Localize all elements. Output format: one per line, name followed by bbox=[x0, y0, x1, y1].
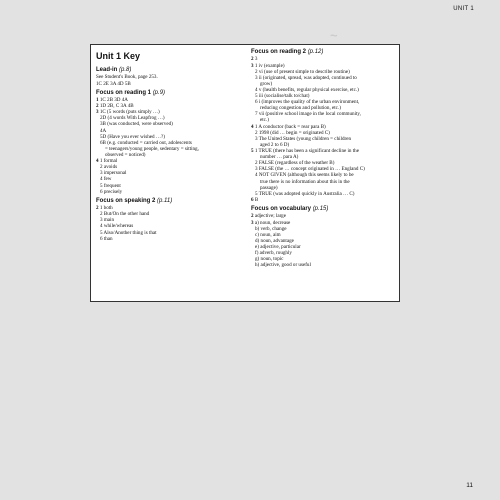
question-number: 3 bbox=[96, 109, 99, 116]
answer-text: 4 NOT GIVEN (although this seems likely to be bbox=[255, 172, 354, 179]
answer-text: 6B (e.g. conducted = carried out, adolescents bbox=[100, 139, 192, 146]
question-number: 3 bbox=[251, 62, 254, 69]
answer-key-box bbox=[90, 44, 400, 302]
answer-text: B bbox=[254, 196, 259, 203]
answer-text: 2 avoids bbox=[100, 164, 118, 171]
question-number: 1 bbox=[96, 97, 99, 103]
answer-text: 3 The United States (young children = children bbox=[255, 135, 352, 142]
answer-text: 6 than bbox=[100, 235, 113, 242]
answer-text: number … para A) bbox=[260, 154, 299, 161]
section-page-ref: (p.8) bbox=[119, 67, 132, 73]
answer-text: 3 bbox=[254, 56, 258, 63]
section-heading-focus-vocabulary bbox=[251, 206, 396, 213]
answer-line: See Student's Book, page 253. bbox=[96, 74, 158, 81]
answer-text: f) adverb, roughly bbox=[255, 250, 292, 257]
answer-text: grow) bbox=[260, 80, 273, 87]
answer-text: 4 v (health benefits, regular physical exercise, etc.) bbox=[255, 86, 359, 93]
question-number: 2 bbox=[96, 205, 99, 212]
answer-text: 4A bbox=[100, 127, 107, 134]
answer-line bbox=[96, 236, 246, 242]
answer-text: 6 i (improves the quality of the urban environment, bbox=[255, 99, 360, 106]
section-heading-text: Lead-in bbox=[96, 67, 118, 73]
section-heading-text: Focus on reading 1 bbox=[96, 89, 152, 96]
section-heading-focus-reading-1 bbox=[96, 90, 246, 97]
question-number: 2 bbox=[251, 213, 254, 220]
answer-text: 4 few bbox=[100, 176, 112, 183]
question-number: 2 bbox=[96, 103, 99, 110]
answer-text: 1 TRUE (there has been a significant decline in the bbox=[254, 148, 359, 155]
left-column bbox=[96, 49, 246, 242]
section-page-ref: (p.12) bbox=[307, 49, 324, 55]
answer-text: 3 FALSE (the … concept originated in … England C) bbox=[255, 166, 365, 173]
answer-line bbox=[251, 197, 396, 203]
answer-text: 2 1998 (did … begin = originated C) bbox=[255, 129, 330, 136]
answer-text: g) noun, topic bbox=[255, 256, 284, 263]
answer-text: 1 both bbox=[99, 205, 113, 212]
section-page-ref: (p.11) bbox=[157, 197, 173, 204]
answer-text: a) noun, decrease bbox=[254, 219, 291, 226]
section-page-ref: (p.9) bbox=[152, 89, 166, 96]
section-heading-lead-in bbox=[96, 67, 246, 74]
page-number: 11 bbox=[466, 482, 473, 489]
answer-text: = teenagers/young people, sedentary = sitting, bbox=[105, 145, 199, 152]
section-page-ref: (p.15) bbox=[312, 206, 329, 213]
answer-text: 5 frequent bbox=[100, 182, 121, 189]
answer-text: h) adjective, good or useful bbox=[255, 262, 311, 269]
question-number: 2 bbox=[251, 56, 254, 63]
focus-reading-1-answers bbox=[96, 97, 246, 195]
answer-text: 4 while/whereas bbox=[100, 223, 134, 230]
answer-text: 1 iv (example) bbox=[254, 62, 285, 69]
answer-text: 1C (5 words (puts simply …) bbox=[99, 109, 160, 116]
answer-text: c) noun, aim bbox=[255, 231, 281, 238]
question-number: 3 bbox=[251, 219, 254, 226]
answer-text: 5 iii (socialise/talk to/chat) bbox=[255, 93, 310, 100]
answer-text: e) adjective, particular bbox=[255, 243, 301, 250]
answer-text: 3 impersonal bbox=[100, 170, 127, 177]
answer-text: adjective; large bbox=[254, 213, 286, 220]
answer-text: 3B (was conducted, were observed) bbox=[100, 121, 173, 128]
answer-line bbox=[96, 189, 246, 195]
answer-text: observed = noticed) bbox=[105, 151, 146, 158]
answer-text: 6 precisely bbox=[100, 188, 123, 195]
answer-text: 2 But/On the other hand bbox=[100, 211, 150, 218]
section-heading-text: Focus on vocabulary bbox=[251, 206, 312, 213]
answer-text: 2D (4 words With Leapfrog …) bbox=[100, 115, 165, 122]
answer-text: 1C 2B 3D 4A bbox=[99, 97, 128, 103]
question-number: 5 bbox=[251, 148, 254, 155]
section-heading-text: Focus on reading 2 bbox=[251, 49, 307, 55]
answer-text: reducing congestion and pollution, etc.) bbox=[260, 105, 341, 112]
focus-speaking-2-answers bbox=[96, 205, 246, 242]
answer-text: b) verb, change bbox=[255, 225, 287, 232]
answer-line: 1C 2E 3A 4D 5B bbox=[96, 80, 131, 87]
answer-text: 3 main bbox=[100, 217, 115, 224]
right-column bbox=[251, 49, 396, 268]
answer-text: aged 2 to 6 D) bbox=[260, 141, 290, 148]
faint-background-title: ~ bbox=[330, 28, 338, 43]
answer-text: 7 vii (positive school image in the local community, bbox=[255, 111, 361, 118]
focus-reading-2-answers bbox=[251, 56, 396, 203]
running-head: UNIT 1 bbox=[453, 6, 474, 12]
answer-text: 5 TRUE (was adopted quickly in Australia … C) bbox=[255, 190, 355, 197]
focus-vocabulary-answers bbox=[251, 213, 396, 268]
answer-text: true there is no information about this in the bbox=[260, 178, 350, 185]
section-heading-focus-speaking-2 bbox=[96, 198, 246, 205]
answer-text: 5 Also/Another thing is that bbox=[100, 229, 157, 236]
answer-text: 1D 2B, C 3A 4B bbox=[99, 103, 134, 110]
answer-text: 1 A conductor (back = rear para B) bbox=[254, 123, 326, 130]
answer-text: 2 FALSE (regardless of the weather B) bbox=[255, 160, 335, 167]
answer-text: 3 ii (originated, spread, was adopted, continued to bbox=[255, 74, 357, 81]
answer-text: passage) bbox=[260, 184, 278, 191]
question-number: 4 bbox=[251, 123, 254, 130]
question-number: 4 bbox=[96, 158, 99, 165]
key-title: Unit 1 Key bbox=[96, 51, 141, 61]
section-heading-text: Focus on speaking 2 bbox=[96, 197, 156, 204]
question-number: 6 bbox=[251, 196, 254, 203]
answer-text: 2 vi (use of present simple to describe routine) bbox=[255, 68, 350, 75]
answer-text: d) noun, advantage bbox=[255, 237, 294, 244]
section-heading-focus-reading-2 bbox=[251, 49, 396, 56]
answer-text: 1 formal bbox=[99, 158, 118, 165]
answer-text: etc.) bbox=[260, 117, 269, 124]
answer-line bbox=[251, 262, 396, 268]
answer-text: 5D (Have you ever wished …?) bbox=[100, 133, 165, 140]
